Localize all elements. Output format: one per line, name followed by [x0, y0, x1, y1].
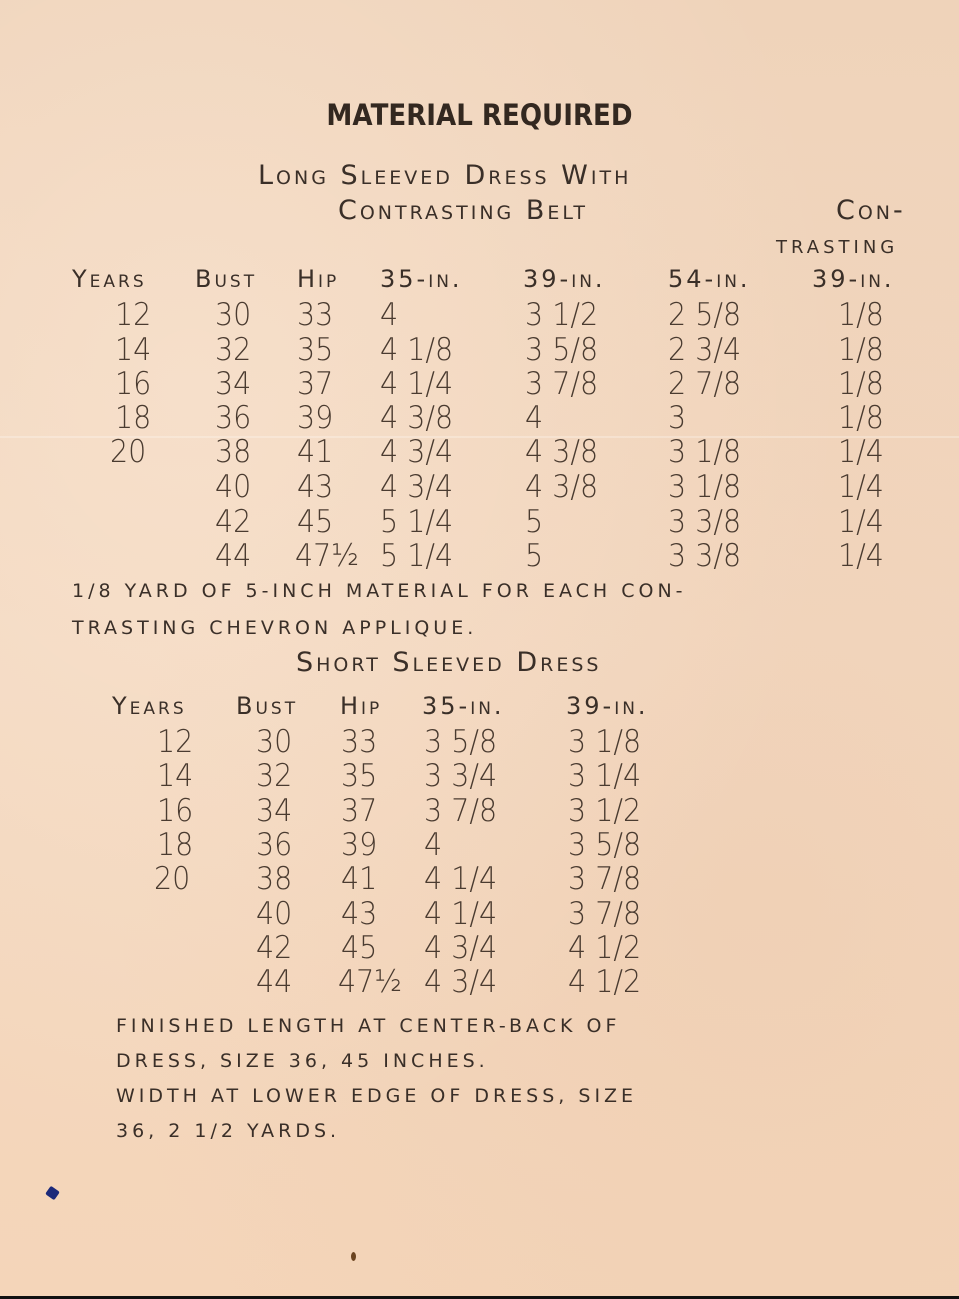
cell-hip: 45: [341, 930, 378, 966]
cell-54in: 3: [668, 400, 687, 436]
cell-hip: 35: [297, 332, 334, 368]
width-line2: 36, 2 1/2 YARDS.: [116, 1120, 341, 1142]
cell-years: 20: [154, 861, 191, 897]
cell-54in: 3 1/8: [668, 434, 742, 470]
contrasting-label-line2: TRASTING: [776, 237, 899, 258]
cell-35in: 4: [424, 827, 443, 863]
cell-hip: 43: [297, 469, 334, 505]
section1-heading-line2: Contrasting Belt: [338, 195, 588, 226]
cell-contrast: 1/4: [838, 434, 884, 470]
finished-length-line1: FINISHED LENGTH AT CENTER-BACK OF: [116, 1015, 621, 1037]
cell-hip: 47½: [338, 964, 402, 1000]
cell-hip: 39: [341, 827, 378, 863]
cell-contrast: 1/8: [838, 366, 884, 402]
cell-54in: 2 3/4: [668, 332, 742, 368]
cell-35in: 4 3/4: [380, 469, 454, 505]
width-line1: WIDTH AT LOWER EDGE OF DRESS, SIZE: [116, 1085, 638, 1107]
col-39in: 39-in.: [523, 265, 606, 293]
cell-hip: 37: [297, 366, 334, 402]
cell-39in: 3 1/8: [568, 724, 642, 760]
cell-years: 16: [115, 366, 152, 402]
cell-bust: 36: [256, 827, 293, 863]
col-35in: 35-in.: [422, 692, 505, 720]
section1-heading-line1: Long Sleeved Dress With: [258, 160, 632, 191]
cell-35in: 4 3/4: [380, 434, 454, 470]
cell-hip: 33: [341, 724, 378, 760]
cell-39in: 4 3/8: [525, 434, 599, 470]
cell-39in: 3 1/2: [568, 793, 642, 829]
col-bust: Bust: [236, 692, 299, 720]
cell-bust: 44: [215, 538, 252, 574]
cell-54in: 3 1/8: [668, 469, 742, 505]
cell-years: 12: [115, 297, 152, 333]
cell-54in: 3 3/8: [668, 504, 742, 540]
cell-35in: 3 5/8: [424, 724, 498, 760]
cell-39in: 3 7/8: [568, 896, 642, 932]
cell-39in: 3 5/8: [525, 332, 599, 368]
col-contrast-39in: 39-in.: [812, 265, 895, 293]
col-bust: Bust: [195, 265, 258, 293]
cell-hip: 47½: [295, 538, 359, 574]
cell-contrast: 1/4: [838, 469, 884, 505]
chevron-note-line1: [72, 580, 687, 602]
cell-bust: 32: [256, 758, 293, 794]
cell-hip: 41: [297, 434, 334, 470]
cell-35in: 4 3/4: [424, 930, 498, 966]
cell-35in: 4 1/4: [424, 861, 498, 897]
section2-heading: Short Sleeved Dress: [296, 647, 602, 678]
cell-39in: 4: [525, 400, 544, 436]
cell-bust: 40: [256, 896, 293, 932]
cell-bust: 38: [256, 861, 293, 897]
col-years: Years: [112, 692, 187, 720]
cell-bust: 40: [215, 469, 252, 505]
cell-54in: 2 5/8: [668, 297, 742, 333]
col-35in: 35-in.: [380, 265, 463, 293]
chevron-note-line2: TRASTING CHEVRON APPLIQUE.: [72, 617, 478, 639]
chevron-note-text1: 1/8 YARD OF 5-INCH MATERIAL FOR EACH CON-: [72, 580, 687, 602]
cell-bust: 42: [215, 504, 252, 540]
col-39in: 39-in.: [566, 692, 649, 720]
cell-35in: 5 1/4: [380, 504, 454, 540]
cell-39in: 4 1/2: [568, 964, 642, 1000]
cell-bust: 34: [215, 366, 252, 402]
cell-39in: 4 1/2: [568, 930, 642, 966]
cell-years: 16: [157, 793, 194, 829]
cell-bust: 32: [215, 332, 252, 368]
col-years: Years: [72, 265, 147, 293]
col-54in: 54-in.: [668, 265, 751, 293]
cell-bust: 30: [256, 724, 293, 760]
cell-contrast: 1/4: [838, 504, 884, 540]
cell-35in: 3 7/8: [424, 793, 498, 829]
cell-bust: 34: [256, 793, 293, 829]
cell-39in: 5: [525, 538, 544, 574]
page-title: MATERIAL REQUIRED: [326, 98, 633, 132]
cell-bust: 42: [256, 930, 293, 966]
cell-contrast: 1/8: [838, 297, 884, 333]
cell-hip: 37: [341, 793, 378, 829]
cell-39in: 3 5/8: [568, 827, 642, 863]
cell-hip: 35: [341, 758, 378, 794]
cell-54in: 2 7/8: [668, 366, 742, 402]
cell-hip: 33: [297, 297, 334, 333]
cell-bust: 44: [256, 964, 293, 1000]
cell-39in: 3 7/8: [568, 861, 642, 897]
cell-35in: 5 1/4: [380, 538, 454, 574]
cell-hip: 45: [297, 504, 334, 540]
cell-years: 14: [157, 758, 194, 794]
col-hip: Hip: [340, 692, 383, 720]
cell-contrast: 1/8: [838, 400, 884, 436]
cell-39in: 3 1/2: [525, 297, 599, 333]
cell-35in: 4 1/8: [380, 332, 454, 368]
cell-years: 18: [115, 400, 152, 436]
cell-39in: 3 1/4: [568, 758, 642, 794]
cell-years: 14: [115, 332, 152, 368]
blue-ink-spot: [45, 1186, 60, 1201]
cell-contrast: 1/4: [838, 538, 884, 574]
col-hip: Hip: [297, 265, 340, 293]
cell-bust: 38: [215, 434, 252, 470]
cell-contrast: 1/8: [838, 332, 884, 368]
cell-years: 20: [110, 434, 147, 470]
cell-bust: 36: [215, 400, 252, 436]
cell-35in: 4 1/4: [424, 896, 498, 932]
cell-years: 18: [157, 827, 194, 863]
cell-35in: 4: [380, 297, 399, 333]
cell-hip: 41: [341, 861, 378, 897]
cell-39in: 3 7/8: [525, 366, 599, 402]
cell-39in: 5: [525, 504, 544, 540]
cell-years: 12: [157, 724, 194, 760]
cell-35in: 3 3/4: [424, 758, 498, 794]
contrasting-label-line1: Con-: [836, 195, 906, 226]
brown-ink-spot: [351, 1252, 356, 1261]
cell-39in: 4 3/8: [525, 469, 599, 505]
cell-hip: 43: [341, 896, 378, 932]
cell-hip: 39: [297, 400, 334, 436]
cell-35in: 4 1/4: [380, 366, 454, 402]
cell-54in: 3 3/8: [668, 538, 742, 574]
cell-35in: 4 3/4: [424, 964, 498, 1000]
cell-35in: 4 3/8: [380, 400, 454, 436]
finished-length-line2: DRESS, SIZE 36, 45 INCHES.: [116, 1050, 489, 1072]
cell-bust: 30: [215, 297, 252, 333]
